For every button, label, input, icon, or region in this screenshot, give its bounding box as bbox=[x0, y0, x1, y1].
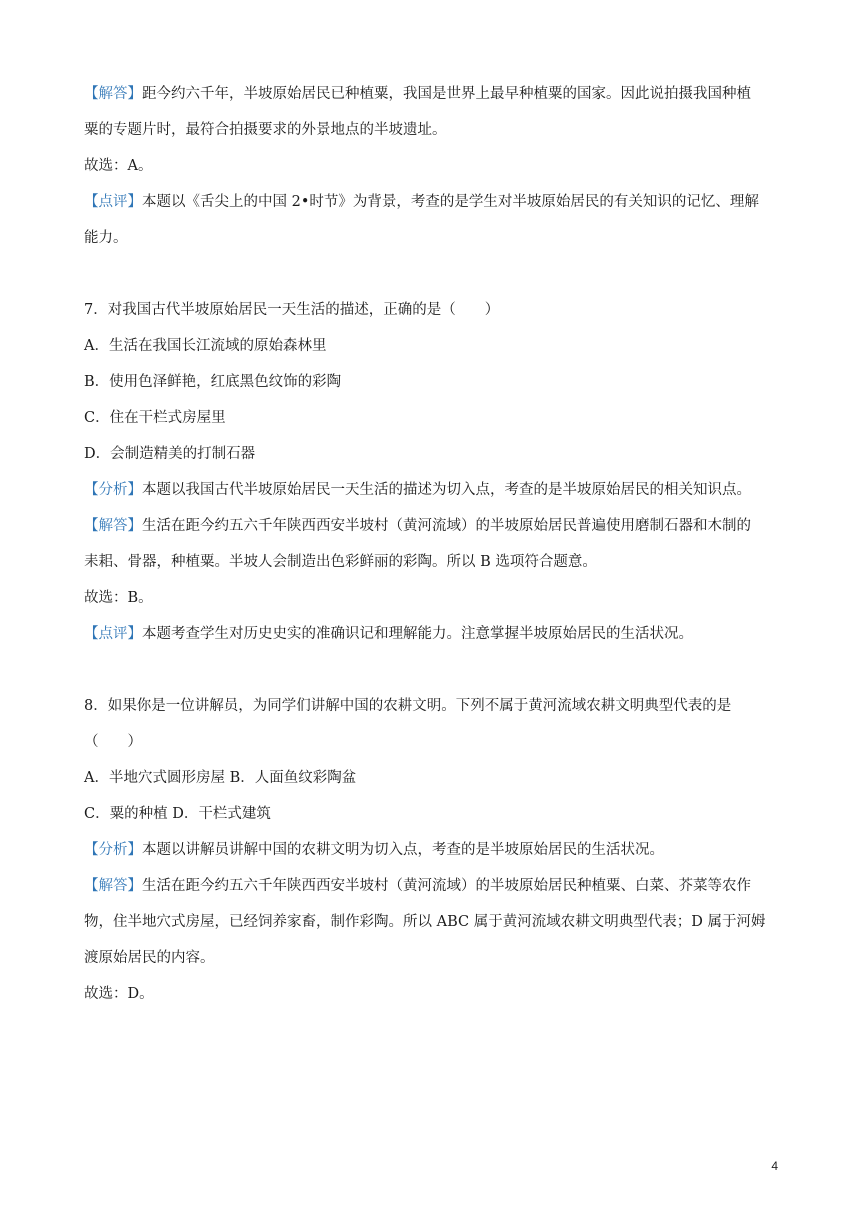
q8-options-cd: C．粟的种植 D．干栏式建筑 bbox=[84, 806, 271, 822]
q7-analysis: 【分析】本题以我国古代半坡原始居民一天生活的描述为切入点，考查的是半坡原始居民的相关知识点。 bbox=[84, 482, 751, 498]
question-7 bbox=[84, 300, 784, 644]
q7-choice: 故选：B。 bbox=[84, 590, 153, 606]
q8-stem-line-1: 8．如果你是一位讲解员，为同学们讲解中国的农耕文明。下列不属于黄河流域农耕文明典型代表的是 bbox=[84, 698, 732, 714]
page-number: 4 bbox=[771, 1159, 778, 1173]
q6-answer bbox=[84, 84, 784, 140]
q7-answer-line-1: 【解答】生活在距今约五六千年陕西西安半坡村（黄河流域）的半坡原始居民普遍使用磨制石器和木制的 bbox=[84, 518, 751, 534]
q6-comment-line-2: 能力。 bbox=[84, 230, 128, 246]
q8-answer-line-3: 渡原始居民的内容。 bbox=[84, 950, 215, 966]
q7-option-c: C．住在干栏式房屋里 bbox=[84, 410, 226, 426]
answer-tag: 【解答】 bbox=[84, 878, 142, 894]
q8-answer-line-1: 【解答】生活在距今约五六千年陕西西安半坡村（黄河流域）的半坡原始居民种植粟、白菜、芥菜等农作 bbox=[84, 878, 751, 894]
q7-option-b: B．使用色泽鲜艳，红底黑色纹饰的彩陶 bbox=[84, 374, 342, 390]
analysis-tag: 【分析】 bbox=[84, 842, 142, 858]
q7-option-a: A．生活在我国长江流域的原始森林里 bbox=[84, 338, 327, 354]
q8-choice: 故选：D。 bbox=[84, 986, 154, 1002]
answer-tag: 【解答】 bbox=[84, 518, 142, 534]
answer-tag: 【解答】 bbox=[84, 86, 142, 102]
q8-options-ab: A．半地穴式圆形房屋 B．人面鱼纹彩陶盆 bbox=[84, 770, 357, 786]
q6-answer-line-1: 距今约六千年，半坡原始居民已种植粟，我国是世界上最早种植粟的国家。因此说拍摄我国种植 bbox=[142, 86, 751, 102]
q6-choice: 故选：A。 bbox=[84, 158, 153, 174]
q7-option-d: D．会制造精美的打制石器 bbox=[84, 446, 256, 462]
comment-tag: 【点评】 bbox=[84, 194, 142, 210]
q6-answer-line-2: 粟的专题片时，最符合拍摄要求的外景地点的半坡遗址。 bbox=[84, 122, 447, 138]
q8-analysis: 【分析】本题以讲解员讲解中国的农耕文明为切入点，考查的是半坡原始居民的生活状况。 bbox=[84, 842, 664, 858]
q8-stem-line-2: （ ） bbox=[84, 734, 142, 750]
q7-answer-line-2: 耒耜、骨器，种植粟。半坡人会制造出色彩鲜丽的彩陶。所以 B 选项符合题意。 bbox=[84, 554, 597, 570]
document-page bbox=[84, 84, 784, 1004]
question-8 bbox=[84, 696, 784, 1004]
q8-answer-line-2: 物，住半地穴式房屋，已经饲养家畜，制作彩陶。所以 ABC 属于黄河流域农耕文明典型代表；D 属于河姆 bbox=[84, 914, 766, 930]
q6-comment-line-1: 本题以《舌尖上的中国 2•时节》为背景，考查的是学生对半坡原始居民的有关知识的记忆、理解 bbox=[142, 194, 759, 210]
analysis-tag: 【分析】 bbox=[84, 482, 142, 498]
comment-tag: 【点评】 bbox=[84, 626, 142, 642]
q7-comment: 【点评】本题考查学生对历史史实的准确识记和理解能力。注意掌握半坡原始居民的生活状况。 bbox=[84, 626, 693, 642]
q6-comment bbox=[84, 192, 784, 248]
q7-stem: 7．对我国古代半坡原始居民一天生活的描述，正确的是（ ） bbox=[84, 302, 500, 318]
